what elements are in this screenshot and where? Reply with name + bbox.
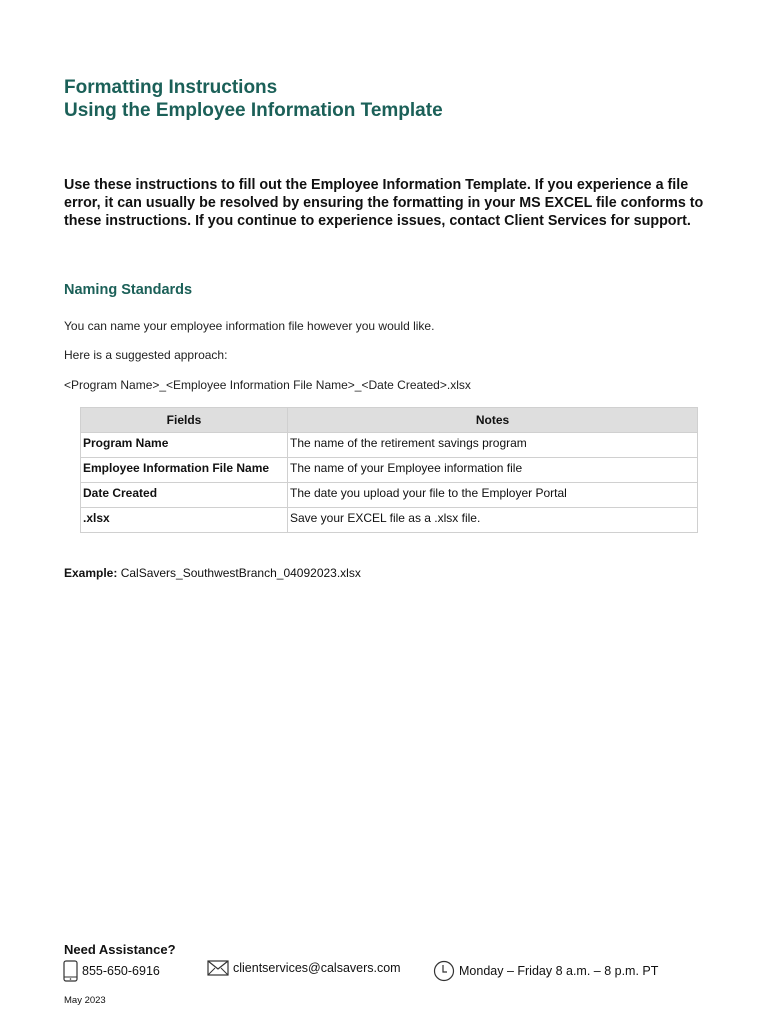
- section-heading-naming: Naming Standards: [64, 282, 193, 298]
- phone-icon: [63, 960, 78, 982]
- envelope-icon: [207, 960, 229, 976]
- table-cell-note: The name of the retirement savings program: [288, 433, 698, 458]
- table-header-row: [81, 408, 698, 433]
- table-cell-field: Program Name: [81, 433, 288, 458]
- table-row: [81, 508, 698, 533]
- need-assistance-heading: Need Assistance?: [64, 942, 176, 957]
- column-header-notes: Notes: [288, 408, 698, 433]
- table-cell-note: The name of your Employee information file: [288, 458, 698, 483]
- table-row: [81, 458, 698, 483]
- page-title-line-2: Using the Employee Information Template: [64, 100, 443, 121]
- naming-pattern: <Program Name>_<Employee Information File Name>_<Date Created>.xlsx: [64, 378, 471, 392]
- clock-icon: [433, 960, 455, 982]
- page-title: [64, 76, 443, 122]
- business-hours: Monday – Friday 8 a.m. – 8 p.m. PT: [459, 964, 659, 978]
- fields-table: [80, 407, 698, 533]
- table-cell-note: Save your EXCEL file as a .xlsx file.: [288, 508, 698, 533]
- intro-paragraph: Use these instructions to fill out the Employee Information Template. If you experience a file error, it can usually be resolved by ensuring the formatting in your MS EXCEL file conforms to these instructions. If you continue to experience issues, contact Client Services for support.: [64, 177, 704, 229]
- table-row: [81, 483, 698, 508]
- table-cell-field: Employee Information File Name: [81, 458, 288, 483]
- example-line: [64, 566, 361, 580]
- naming-paragraph-2: Here is a suggested approach:: [64, 348, 228, 362]
- example-filename: CalSavers_SouthwestBranch_04092023.xlsx: [117, 566, 361, 580]
- table-cell-field: Date Created: [81, 483, 288, 508]
- contact-email: [207, 960, 401, 976]
- column-header-fields: Fields: [81, 408, 288, 433]
- page-title-line-1: Formatting Instructions: [64, 77, 278, 98]
- contact-hours: [433, 960, 658, 982]
- naming-paragraph-1: You can name your employee information file however you would like.: [64, 319, 435, 333]
- table-cell-field: .xlsx: [81, 508, 288, 533]
- document-date: May 2023: [64, 995, 106, 1006]
- table-row: [81, 433, 698, 458]
- table-cell-note: The date you upload your file to the Employer Portal: [288, 483, 698, 508]
- email-address[interactable]: clientservices@calsavers.com: [233, 961, 401, 975]
- phone-number[interactable]: 855-650-6916: [82, 964, 160, 978]
- example-label: Example:: [64, 566, 118, 580]
- contact-phone: [63, 960, 160, 982]
